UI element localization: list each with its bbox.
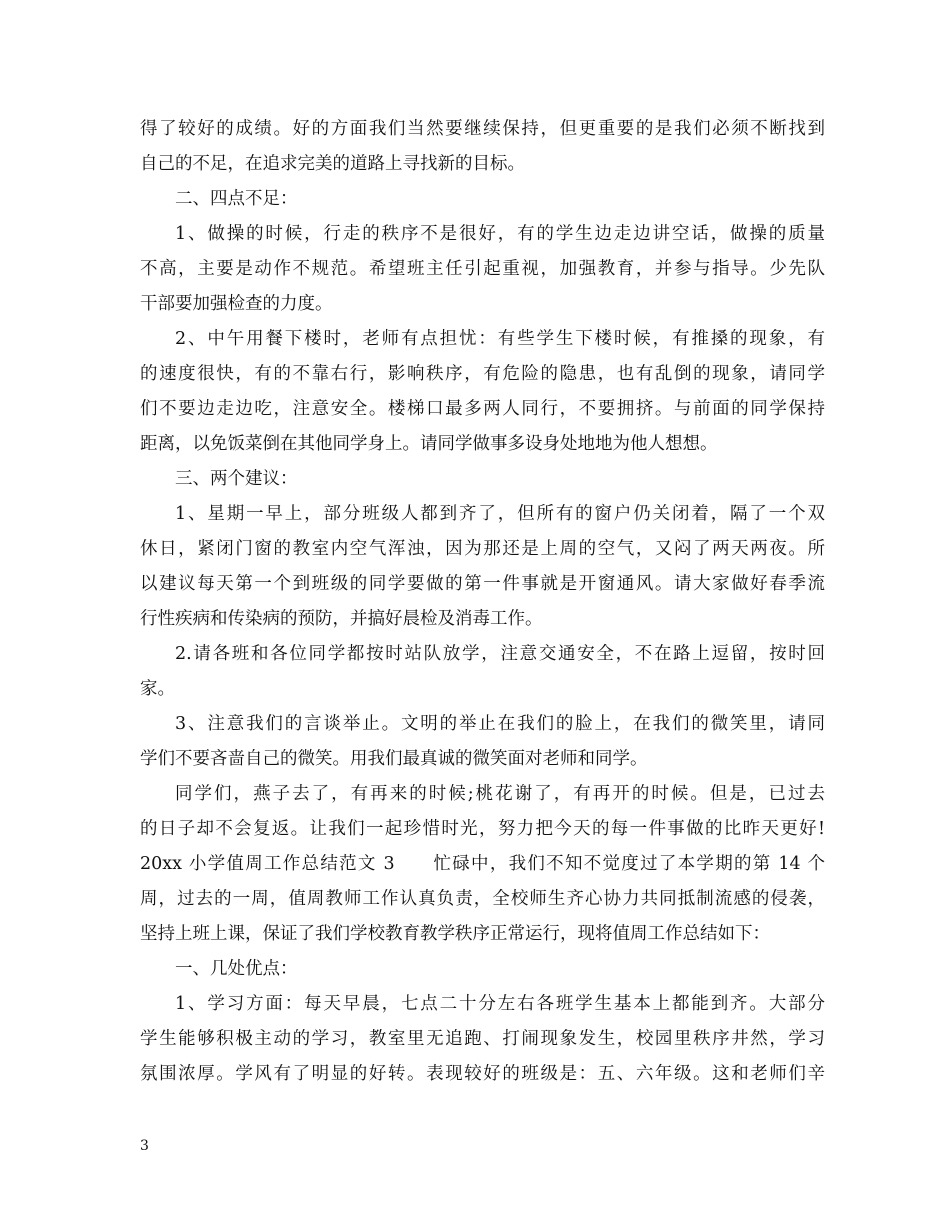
text-line: 的速度很快，有的不靠右行，影响秩序，有危险的隐患，也有乱倒的现象，请同学 [140,364,825,384]
text-line: 休日，紧闭门窗的教室内空气浑浊，因为那还是上周的空气，又闷了两天两夜。所 [140,539,825,559]
text-line: 距离，以免饭菜倒在其他同学身上。请同学做事多设身处地地为他人想想。 [140,434,718,454]
document-body [140,112,825,1092]
text-line: 周，过去的一周，值周教师工作认真负责，全校师生齐心协力共同抵制流感的侵袭， [140,889,825,909]
text-line: 学生能够积极主动的学习，教室里无追跑、打闹现象发生，校园里秩序井然，学习 [140,1029,825,1049]
text-line: 二、四点不足： [175,189,298,209]
text-line: 氛围浓厚。学风有了明显的好转。表现较好的班级是：五、六年级。这和老师们辛 [140,1064,825,1084]
text-line: 3、注意我们的言谈举止。文明的举止在我们的脸上，在我们的微笑里，请同 [175,714,825,734]
text-line: 20xx 小学值周工作总结范文 3 忙碌中，我们不知不觉度过了本学期的第 14 个 [140,854,825,874]
text-line: 同学们，燕子去了，有再来的时候;桃花谢了，有再开的时候。但是，已过去 [175,784,825,804]
text-line: 一、几处优点： [175,959,298,979]
text-line: 2.请各班和各位同学都按时站队放学，注意交通安全，不在路上逗留，按时回 [175,644,825,664]
text-line: 三、两个建议： [175,469,298,489]
text-line: 坚持上班上课，保证了我们学校教育教学秩序正常运行，现将值周工作总结如下： [140,924,770,944]
text-line: 不高，主要是动作不规范。希望班主任引起重视，加强教育，并参与指导。少先队 [140,259,825,279]
text-line: 以建议每天第一个到班级的同学要做的第一件事就是开窗通风。请大家做好春季流 [140,574,825,594]
text-line: 得了较好的成绩。好的方面我们当然要继续保持，但更重要的是我们必须不断找到 [140,119,825,139]
text-line: 行性疾病和传染病的预防，并搞好晨检及消毒工作。 [140,609,543,629]
text-line: 学们不要吝啬自己的微笑。用我们最真诚的微笑面对老师和同学。 [140,749,648,769]
text-line: 1、星期一早上，部分班级人都到齐了，但所有的窗户仍关闭着，隔了一个双 [175,504,825,524]
text-line: 2、中午用餐下楼时，老师有点担忧：有些学生下楼时候，有推搡的现象，有 [175,329,825,349]
text-line: 的日子却不会复返。让我们一起珍惜时光，努力把今天的每一件事做的比昨天更好! [140,819,825,839]
text-line: 家。 [140,679,175,699]
text-line: 1、学习方面：每天早晨，七点二十分左右各班学生基本上都能到齐。大部分 [175,994,825,1014]
text-line: 1、做操的时候，行走的秩序不是很好，有的学生边走边讲空话，做操的质量 [175,224,825,244]
text-line: 自己的不足，在追求完美的道路上寻找新的目标。 [140,154,525,174]
text-line: 们不要边走边吃，注意安全。楼梯口最多两人同行，不要拥挤。与前面的同学保持 [140,399,825,419]
page-number: 3 [140,1138,149,1154]
text-line: 干部要加强检查的力度。 [140,294,333,314]
